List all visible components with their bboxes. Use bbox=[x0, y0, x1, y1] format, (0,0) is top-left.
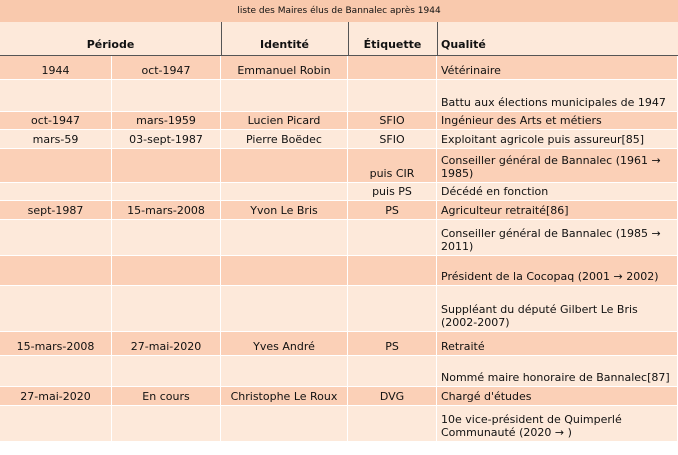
table-row bbox=[0, 387, 678, 406]
cell-identity bbox=[221, 149, 348, 182]
cell-period-start bbox=[0, 80, 112, 111]
cell-period-start-text: oct-1947 bbox=[30, 114, 81, 127]
cell-period-end bbox=[112, 149, 221, 182]
header-periode-label: Période bbox=[86, 38, 135, 51]
cell-quality-text: Vétérinaire bbox=[441, 64, 501, 77]
cell-label bbox=[348, 149, 437, 182]
cell-quality bbox=[437, 256, 678, 285]
table-row bbox=[0, 112, 678, 130]
cell-label bbox=[348, 183, 437, 200]
cell-quality bbox=[437, 56, 678, 79]
table-row bbox=[0, 286, 678, 332]
cell-quality bbox=[437, 80, 678, 111]
cell-period-end-text: oct-1947 bbox=[141, 64, 191, 77]
table-row bbox=[0, 149, 678, 183]
cell-identity bbox=[221, 80, 348, 111]
table-title bbox=[0, 0, 678, 23]
cell-period-start bbox=[0, 183, 112, 200]
table-row bbox=[0, 356, 678, 387]
header-identite[interactable] bbox=[221, 22, 348, 55]
cell-period-start bbox=[0, 130, 112, 148]
cell-period-end bbox=[112, 130, 221, 148]
cell-quality bbox=[437, 149, 678, 182]
cell-period-end bbox=[112, 220, 221, 255]
cell-period-start-text: sept-1987 bbox=[27, 204, 84, 217]
table-row bbox=[0, 332, 678, 356]
cell-identity bbox=[221, 201, 348, 219]
header-periode[interactable] bbox=[0, 22, 221, 55]
cell-label bbox=[348, 56, 437, 79]
cell-quality-text: Retraité bbox=[441, 340, 485, 353]
cell-period-start bbox=[0, 332, 112, 355]
cell-quality-text: Nommé maire honoraire de Bannalec[87] bbox=[441, 371, 670, 384]
cell-label-text: puis PS bbox=[372, 185, 412, 198]
cell-quality-text: Conseiller général de Bannalec (1961 → 1985) bbox=[441, 154, 661, 180]
cell-quality bbox=[437, 130, 678, 148]
cell-identity bbox=[221, 286, 348, 331]
cell-identity bbox=[221, 56, 348, 79]
cell-period-start bbox=[0, 256, 112, 285]
table-row bbox=[0, 220, 678, 256]
cell-identity bbox=[221, 332, 348, 355]
cell-label-text: SFIO bbox=[379, 114, 405, 127]
cell-quality bbox=[437, 356, 678, 386]
cell-quality bbox=[437, 183, 678, 200]
cell-label bbox=[348, 130, 437, 148]
header-qualite-label: Qualité bbox=[441, 38, 486, 51]
cell-quality-text: Battu aux élections municipales de 1947 bbox=[441, 96, 666, 109]
cell-identity-text: Yvon Le Bris bbox=[250, 204, 318, 217]
cell-period-end bbox=[112, 286, 221, 331]
table-title-text: liste des Maires élus de Bannalec après 1944 bbox=[237, 6, 441, 16]
cell-period-start bbox=[0, 387, 112, 405]
header-etiquette[interactable] bbox=[348, 22, 437, 55]
cell-quality-text: Agriculteur retraité[86] bbox=[441, 204, 569, 217]
cell-label bbox=[348, 220, 437, 255]
header-identite-label: Identité bbox=[259, 38, 309, 51]
cell-period-start bbox=[0, 112, 112, 129]
header-row bbox=[0, 22, 678, 56]
cell-period-end bbox=[112, 406, 221, 441]
cell-quality bbox=[437, 406, 678, 441]
table-row bbox=[0, 80, 678, 112]
cell-period-end-text: 15-mars-2008 bbox=[127, 204, 205, 217]
header-qualite[interactable] bbox=[437, 22, 678, 55]
cell-quality bbox=[437, 387, 678, 405]
cell-period-end-text: En cours bbox=[142, 390, 190, 403]
cell-quality-text: Décédé en fonction bbox=[441, 185, 549, 198]
cell-quality-text: Ingénieur des Arts et métiers bbox=[441, 114, 602, 127]
cell-period-end-text: mars-1959 bbox=[136, 114, 196, 127]
cell-label bbox=[348, 286, 437, 331]
cell-identity bbox=[221, 130, 348, 148]
table-row bbox=[0, 56, 678, 80]
cell-quality-text: 10e vice-président de Quimperlé Communauté (2020 → ) bbox=[441, 413, 622, 439]
cell-quality-text: Chargé d'études bbox=[441, 390, 532, 403]
cell-period-end bbox=[112, 356, 221, 386]
cell-label bbox=[348, 387, 437, 405]
cell-period-end bbox=[112, 183, 221, 200]
cell-period-start bbox=[0, 286, 112, 331]
cell-identity-text: Lucien Picard bbox=[247, 114, 321, 127]
cell-identity bbox=[221, 220, 348, 255]
table-row bbox=[0, 130, 678, 149]
cell-period-start bbox=[0, 149, 112, 182]
cell-quality-text: Conseiller général de Bannalec (1985 → 2011) bbox=[441, 227, 661, 253]
cell-period-start-text: 15-mars-2008 bbox=[16, 340, 95, 353]
cell-label-text: PS bbox=[385, 204, 399, 217]
cell-period-start bbox=[0, 56, 112, 79]
cell-identity bbox=[221, 256, 348, 285]
cell-label bbox=[348, 80, 437, 111]
cell-identity-text: Pierre Boëdec bbox=[246, 133, 322, 146]
cell-quality bbox=[437, 286, 678, 331]
cell-period-end bbox=[112, 112, 221, 129]
cell-quality bbox=[437, 201, 678, 219]
cell-period-end-text: 27-mai-2020 bbox=[130, 340, 202, 353]
cell-identity bbox=[221, 112, 348, 129]
cell-label-text: PS bbox=[385, 340, 399, 353]
header-etiquette-label: Étiquette bbox=[363, 38, 422, 51]
cell-period-end bbox=[112, 201, 221, 219]
cell-identity bbox=[221, 183, 348, 200]
cell-period-end bbox=[112, 80, 221, 111]
cell-identity-text: Christophe Le Roux bbox=[230, 390, 338, 403]
cell-label-text: DVG bbox=[379, 390, 405, 403]
table-row bbox=[0, 256, 678, 286]
cell-quality bbox=[437, 112, 678, 129]
cell-identity-text: Yves André bbox=[253, 340, 315, 353]
cell-period-start-text: mars-59 bbox=[32, 133, 79, 146]
cell-period-start bbox=[0, 406, 112, 441]
cell-identity bbox=[221, 356, 348, 386]
cell-label bbox=[348, 356, 437, 386]
cell-period-start bbox=[0, 220, 112, 255]
cell-period-end-text: 03-sept-1987 bbox=[129, 133, 203, 146]
cell-label bbox=[348, 256, 437, 285]
table-row bbox=[0, 406, 678, 442]
cell-label bbox=[348, 201, 437, 219]
cell-label bbox=[348, 406, 437, 441]
cell-label bbox=[348, 332, 437, 355]
cell-quality bbox=[437, 220, 678, 255]
table-row bbox=[0, 201, 678, 220]
cell-quality bbox=[437, 332, 678, 355]
cell-identity bbox=[221, 406, 348, 441]
cell-period-start bbox=[0, 201, 112, 219]
cell-period-end bbox=[112, 56, 221, 79]
cell-quality-text: Suppléant du député Gilbert Le Bris (2002-2007) bbox=[441, 303, 638, 329]
table-row bbox=[0, 183, 678, 201]
cell-period-end bbox=[112, 332, 221, 355]
cell-period-start-text: 27-mai-2020 bbox=[20, 390, 91, 403]
cell-period-start-text: 1944 bbox=[41, 64, 70, 77]
cell-quality-text: Président de la Cocopaq (2001 → 2002) bbox=[441, 270, 659, 283]
cell-period-end bbox=[112, 387, 221, 405]
cell-identity bbox=[221, 387, 348, 405]
cell-period-start bbox=[0, 356, 112, 386]
cell-quality-text: Exploitant agricole puis assureur[85] bbox=[441, 133, 645, 146]
cell-label-text: puis CIR bbox=[369, 167, 415, 180]
cell-identity-text: Emmanuel Robin bbox=[237, 64, 331, 77]
cell-period-end bbox=[112, 256, 221, 285]
cell-label-text: SFIO bbox=[379, 133, 405, 146]
cell-label bbox=[348, 112, 437, 129]
